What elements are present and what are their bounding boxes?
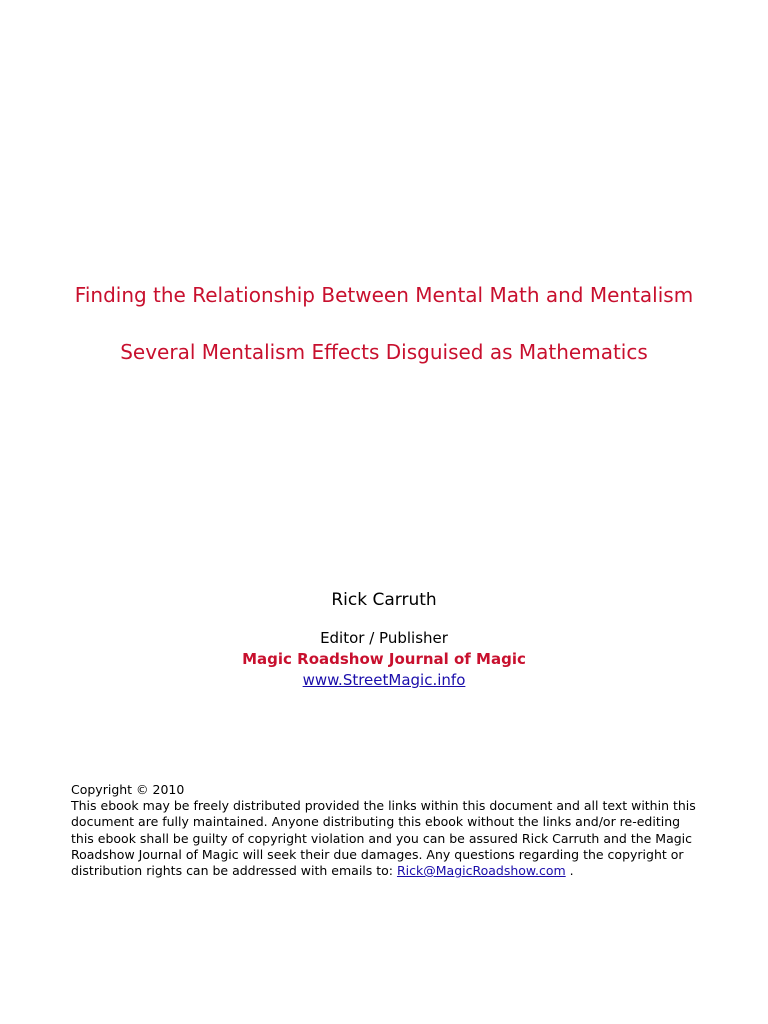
website-line	[0, 670, 768, 690]
author-role: Editor / Publisher	[320, 629, 448, 647]
copyright-block	[71, 782, 731, 879]
copyright-line: Roadshow Journal of Magic will seek their due damages. Any questions regarding the copyright or	[71, 846, 684, 862]
journal-name: Magic Roadshow Journal of Magic	[242, 650, 526, 668]
copyright-suffix: .	[565, 863, 574, 879]
author-name: Rick Carruth	[331, 590, 437, 610]
email-link[interactable]: Rick@MagicRoadshow.com	[396, 863, 566, 879]
copyright-contact-text: distribution rights can be addressed with emails to:	[71, 863, 397, 879]
title-subtitle: Several Mentalism Effects Disguised as Mathematics	[120, 340, 648, 364]
copyright-line: This ebook may be freely distributed provided the links within this document and all text within this	[71, 798, 696, 814]
copyright-last-line	[71, 863, 731, 879]
copyright-line: this ebook shall be guilty of copyright violation and you can be assured Rick Carruth and the Magic	[71, 830, 693, 846]
website-link[interactable]: www.StreetMagic.info	[302, 671, 466, 689]
copyright-line: document are fully maintained. Anyone distributing this ebook without the links and/or re-editing	[71, 814, 681, 830]
copyright-heading: Copyright © 2010	[71, 782, 185, 797]
title-main: Finding the Relationship Between Mental Math and Mentalism	[74, 283, 694, 307]
